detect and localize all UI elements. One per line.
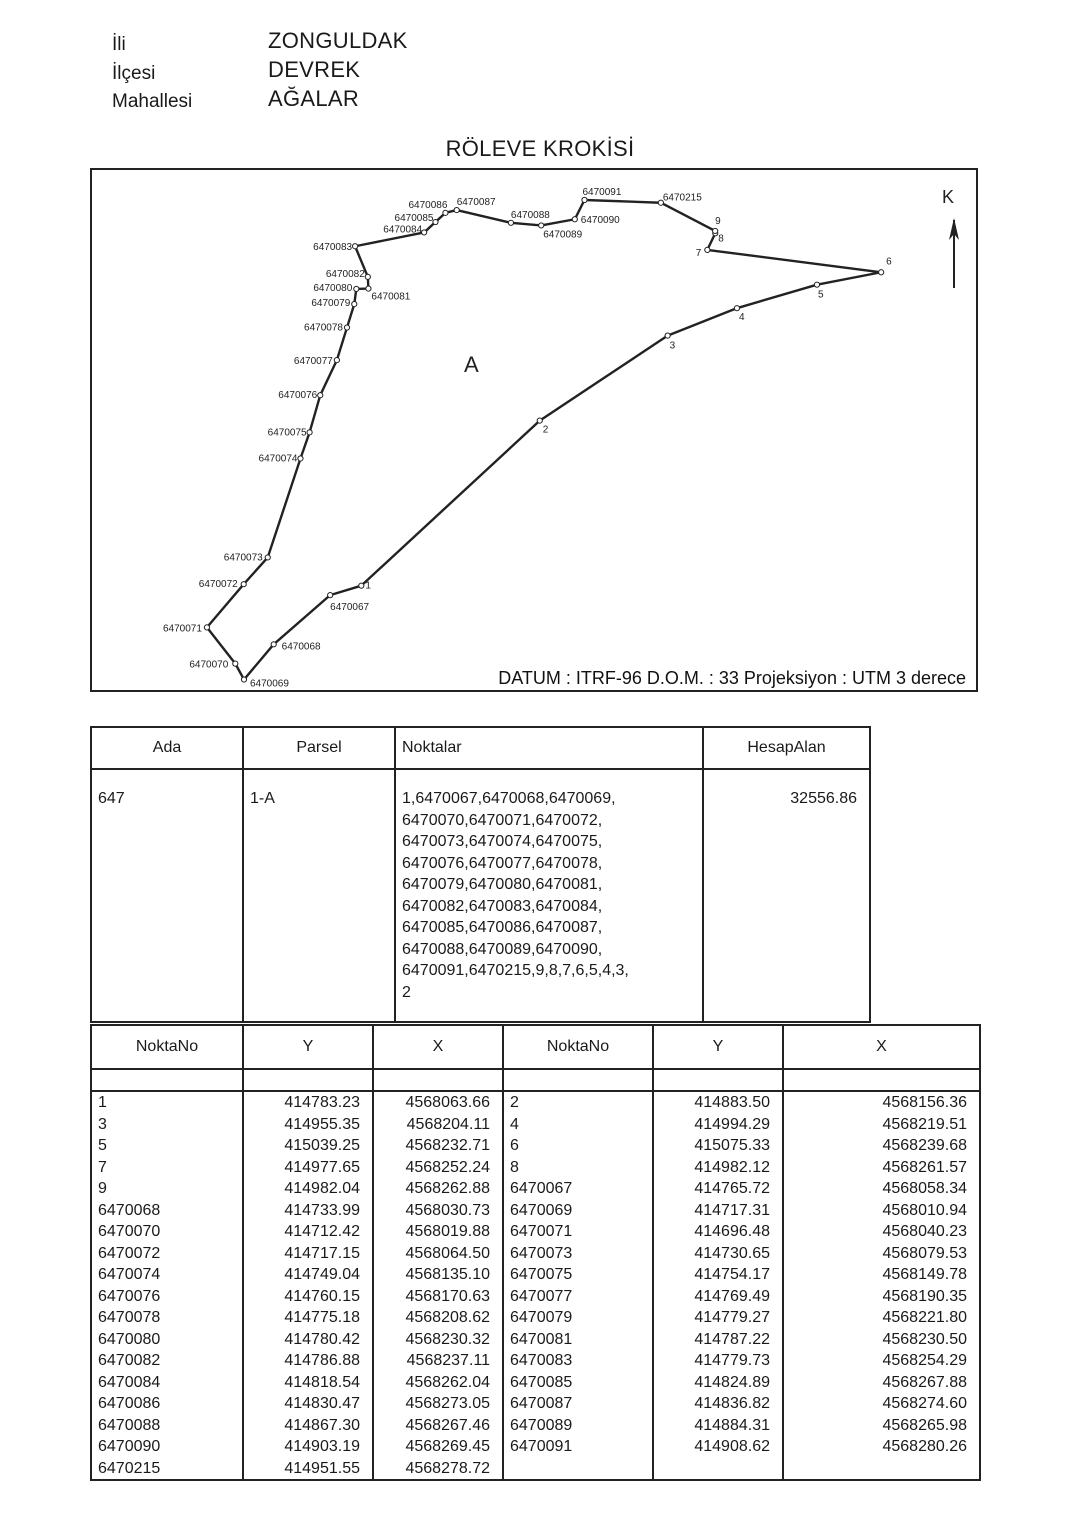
coord-y: 414730.65 — [653, 1243, 783, 1265]
col-hesapalan: HesapAlan — [703, 727, 870, 769]
survey-point-marker — [298, 456, 303, 461]
coordinate-table-header — [91, 1025, 980, 1069]
col-y-1: Y — [243, 1025, 373, 1069]
coord-y: 414754.17 — [653, 1264, 783, 1286]
coord-y: 414779.73 — [653, 1350, 783, 1372]
coord-y: 414769.49 — [653, 1286, 783, 1308]
survey-points — [163, 187, 892, 690]
survey-point-label: 6470071 — [162, 623, 202, 635]
parcel-row — [91, 769, 870, 1022]
survey-point-label: 6470068 — [281, 641, 321, 653]
survey-point-label: 5 — [817, 289, 824, 301]
coord-x: 4568262.88 — [373, 1178, 503, 1200]
parcel-table — [90, 726, 871, 1023]
coord-x: 4568204.11 — [373, 1114, 503, 1136]
survey-point-label: 6470070 — [189, 659, 229, 671]
survey-point-label: 6470084 — [383, 224, 423, 236]
coord-y: 414830.47 — [243, 1393, 373, 1415]
coord-x: 4568262.04 — [373, 1372, 503, 1394]
table-row — [91, 1114, 980, 1136]
survey-point-label: 7 — [695, 247, 702, 259]
nokta-no: 4 — [503, 1114, 653, 1136]
coord-x: 4568170.63 — [373, 1286, 503, 1308]
survey-point-marker — [307, 430, 312, 435]
nokta-no: 6470079 — [503, 1307, 653, 1329]
noktalar-line: 6470079,6470080,6470081, — [402, 876, 603, 893]
table-row — [91, 1200, 980, 1222]
ada-value: 647 — [91, 769, 243, 1022]
survey-point-marker — [241, 582, 246, 587]
table-row — [91, 1393, 980, 1415]
noktalar-line: 6470073,6470074,6470075, — [402, 833, 603, 850]
coord-y: 414994.29 — [653, 1114, 783, 1136]
noktalar-value — [395, 769, 703, 1022]
survey-point-label: 6470086 — [408, 199, 448, 211]
coord-y: 414982.04 — [243, 1178, 373, 1200]
nokta-no: 6470083 — [503, 1350, 653, 1372]
survey-point-label: 6470081 — [371, 291, 411, 303]
coord-x: 4568030.73 — [373, 1200, 503, 1222]
noktalar-line: 6470091,6470215,9,8,7,6,5,4,3, — [402, 962, 629, 979]
coord-y: 414977.65 — [243, 1157, 373, 1179]
survey-point-label: 6 — [886, 256, 892, 268]
survey-point-label: 6470085 — [394, 213, 434, 225]
nokta-no: 6470072 — [91, 1243, 243, 1265]
coord-x: 4568274.60 — [783, 1393, 980, 1415]
table-row — [91, 1415, 980, 1437]
nokta-no: 7 — [91, 1157, 243, 1179]
survey-point-marker — [334, 357, 339, 362]
nokta-no: 6470075 — [503, 1264, 653, 1286]
nokta-no: 6470090 — [91, 1436, 243, 1458]
parcel-label: A — [464, 352, 479, 377]
coord-x: 4568230.32 — [373, 1329, 503, 1351]
parcel-table-header — [91, 727, 870, 769]
coord-x: 4568010.94 — [783, 1200, 980, 1222]
coord-y: 414775.18 — [243, 1307, 373, 1329]
nokta-no: 1 — [91, 1091, 243, 1114]
table-row — [91, 1135, 980, 1157]
il-value: ZONGULDAK — [268, 28, 408, 53]
nokta-no: 6470082 — [91, 1350, 243, 1372]
col-noktano-2: NoktaNo — [503, 1025, 653, 1069]
nokta-no: 6470081 — [503, 1329, 653, 1351]
coord-x: 4568064.50 — [373, 1243, 503, 1265]
coord-y — [653, 1458, 783, 1481]
nokta-no: 6470071 — [503, 1221, 653, 1243]
noktalar-line: 6470088,6470089,6470090, — [402, 940, 603, 958]
table-row — [91, 1372, 980, 1394]
survey-point-marker — [328, 593, 333, 598]
coord-y: 414818.54 — [243, 1372, 373, 1394]
survey-point-marker — [443, 210, 448, 215]
nokta-no: 2 — [503, 1091, 653, 1114]
table-row — [91, 1436, 980, 1458]
nokta-no: 6470087 — [503, 1393, 653, 1415]
table-row — [91, 1157, 980, 1179]
survey-point-label: 6470069 — [250, 678, 289, 690]
coord-y: 414824.89 — [653, 1372, 783, 1394]
survey-sketch — [90, 168, 978, 692]
coord-y: 414786.88 — [243, 1350, 373, 1372]
survey-point-marker — [879, 270, 884, 275]
coord-x: 4568237.11 — [373, 1350, 503, 1372]
survey-point-marker — [582, 197, 587, 202]
hesapalan-value: 32556.86 — [703, 769, 870, 1022]
table-row — [91, 1329, 980, 1351]
nokta-no: 6470074 — [91, 1264, 243, 1286]
nokta-no: 6470085 — [503, 1372, 653, 1394]
coord-x: 4568219.51 — [783, 1114, 980, 1136]
survey-point-marker — [508, 220, 513, 225]
survey-point-marker — [572, 217, 577, 222]
nokta-no: 6470089 — [503, 1415, 653, 1437]
coord-y: 414955.35 — [243, 1114, 373, 1136]
survey-point-marker — [422, 230, 427, 235]
noktalar-line: 2 — [402, 983, 411, 1001]
coord-x: 4568261.57 — [783, 1157, 980, 1179]
nokta-no: 6470091 — [503, 1436, 653, 1458]
coord-y: 414717.31 — [653, 1200, 783, 1222]
survey-point-marker — [734, 306, 739, 311]
survey-point-marker — [365, 274, 370, 279]
north-arrow-icon — [949, 218, 959, 288]
nokta-no: 6470067 — [503, 1178, 653, 1200]
coord-y: 414765.72 — [653, 1178, 783, 1200]
survey-point-label: 6470215 — [662, 192, 702, 204]
nokta-no: 6470080 — [91, 1329, 243, 1351]
nokta-no: 6470076 — [91, 1286, 243, 1308]
coord-y: 414883.50 — [653, 1091, 783, 1114]
coord-x: 4568273.05 — [373, 1393, 503, 1415]
nokta-no: 6470073 — [503, 1243, 653, 1265]
table-spacer — [91, 1069, 980, 1091]
nokta-no: 9 — [91, 1178, 243, 1200]
coord-x: 4568221.80 — [783, 1307, 980, 1329]
coord-x: 4568267.46 — [373, 1415, 503, 1437]
survey-point-marker — [366, 286, 371, 291]
survey-point-marker — [537, 418, 542, 423]
coord-x: 4568190.35 — [783, 1286, 980, 1308]
il-label: İli — [112, 34, 126, 55]
nokta-no: 6470069 — [503, 1200, 653, 1222]
nokta-no: 6470084 — [91, 1372, 243, 1394]
coordinate-table — [90, 1024, 981, 1481]
table-row — [91, 1286, 980, 1308]
nokta-no: 6470068 — [91, 1200, 243, 1222]
col-x-2: X — [783, 1025, 980, 1069]
survey-point-marker — [665, 333, 670, 338]
coord-x: 4568135.10 — [373, 1264, 503, 1286]
survey-point-label: 6470091 — [582, 187, 622, 198]
table-row — [91, 1307, 980, 1329]
noktalar-line: 1,6470067,6470068,6470069, — [402, 790, 616, 807]
survey-point-label: 6470074 — [258, 453, 298, 465]
nokta-no: 6470077 — [503, 1286, 653, 1308]
survey-point-marker — [318, 393, 323, 398]
table-row — [91, 1243, 980, 1265]
noktalar-line: 6470085,6470086,6470087, — [402, 919, 603, 936]
datum-text: DATUM : ITRF-96 D.O.M. : 33 Projeksiyon : UTM 3 derece — [498, 668, 966, 688]
coord-x: 4568149.78 — [783, 1264, 980, 1286]
coord-y: 415075.33 — [653, 1135, 783, 1157]
survey-point-label: 6470073 — [223, 552, 263, 564]
survey-point-marker — [454, 207, 459, 212]
coord-y: 414982.12 — [653, 1157, 783, 1179]
coord-y: 414760.15 — [243, 1286, 373, 1308]
coord-x: 4568058.34 — [783, 1178, 980, 1200]
survey-point-label: 6470087 — [456, 197, 496, 209]
col-parsel: Parsel — [243, 727, 395, 769]
survey-point-label: 6470078 — [304, 322, 343, 334]
survey-point-marker — [354, 286, 359, 291]
coord-y: 414780.42 — [243, 1329, 373, 1351]
survey-point-label: 9 — [715, 215, 721, 227]
survey-point-marker — [241, 677, 246, 682]
survey-point-label: 2 — [542, 424, 549, 436]
survey-point-label: 6470090 — [580, 215, 620, 227]
nokta-no: 8 — [503, 1157, 653, 1179]
nokta-no: 6470088 — [91, 1415, 243, 1437]
survey-point-label: 6470080 — [313, 282, 353, 294]
nokta-no: 6470070 — [91, 1221, 243, 1243]
ilce-label: İlçesi — [112, 63, 156, 84]
survey-point-marker — [433, 219, 438, 224]
coord-x: 4568040.23 — [783, 1221, 980, 1243]
coord-x: 4568265.98 — [783, 1415, 980, 1437]
ilce-value: DEVREK — [268, 57, 361, 82]
coord-y: 414787.22 — [653, 1329, 783, 1351]
nokta-no — [503, 1458, 653, 1481]
coord-y: 414696.48 — [653, 1221, 783, 1243]
coord-y: 414783.23 — [243, 1091, 373, 1114]
survey-point-marker — [539, 223, 544, 228]
parcel-boundary — [207, 200, 881, 680]
coord-x: 4568019.88 — [373, 1221, 503, 1243]
survey-point-marker — [352, 244, 357, 249]
coord-y: 414908.62 — [653, 1436, 783, 1458]
coord-x: 4568230.50 — [783, 1329, 980, 1351]
coord-x: 4568269.45 — [373, 1436, 503, 1458]
nokta-no: 6470086 — [91, 1393, 243, 1415]
coord-y: 414884.31 — [653, 1415, 783, 1437]
survey-point-label: 4 — [738, 312, 745, 324]
boundary-line — [207, 200, 881, 680]
mahalle-value: AĞALAR — [268, 86, 360, 111]
survey-point-label: 6470076 — [278, 390, 318, 402]
survey-point-label: 6470072 — [198, 579, 238, 591]
survey-point-label: 6470077 — [293, 356, 333, 368]
parsel-value: 1-A — [243, 769, 395, 1022]
col-x-1: X — [373, 1025, 503, 1069]
coord-x: 4568208.62 — [373, 1307, 503, 1329]
survey-point-label: 6470088 — [510, 209, 550, 221]
coord-x — [783, 1458, 980, 1481]
col-ada: Ada — [91, 727, 243, 769]
coordinate-rows — [91, 1091, 980, 1480]
coord-y: 414717.15 — [243, 1243, 373, 1265]
survey-point-marker — [265, 555, 270, 560]
coord-y: 414903.19 — [243, 1436, 373, 1458]
page-title: RÖLEVE KROKİSİ — [445, 136, 635, 161]
survey-point-label: 8 — [718, 233, 724, 245]
survey-point-marker — [204, 625, 209, 630]
survey-point-marker — [713, 228, 718, 233]
mahalle-label: Mahallesi — [112, 91, 193, 112]
survey-point-label: 6470079 — [311, 298, 351, 310]
coord-y: 414836.82 — [653, 1393, 783, 1415]
survey-point-marker — [233, 661, 238, 666]
nokta-no: 6470078 — [91, 1307, 243, 1329]
table-row — [91, 1458, 980, 1481]
coord-y: 414749.04 — [243, 1264, 373, 1286]
survey-point-label: 3 — [669, 340, 676, 352]
coord-x: 4568280.26 — [783, 1436, 980, 1458]
coord-y: 414951.55 — [243, 1458, 373, 1481]
col-noktano-1: NoktaNo — [91, 1025, 243, 1069]
table-row — [91, 1178, 980, 1200]
coord-x: 4568239.68 — [783, 1135, 980, 1157]
survey-point-label: 6470067 — [330, 602, 370, 614]
coord-x: 4568156.36 — [783, 1091, 980, 1114]
nokta-no: 3 — [91, 1114, 243, 1136]
coord-x: 4568278.72 — [373, 1458, 503, 1481]
survey-point-label: 6470083 — [313, 242, 353, 254]
coord-y: 414867.30 — [243, 1415, 373, 1437]
survey-point-marker — [344, 325, 349, 330]
survey-point-label: 6470089 — [543, 229, 583, 241]
coord-x: 4568267.88 — [783, 1372, 980, 1394]
survey-point-marker — [271, 642, 276, 647]
nokta-no: 6 — [503, 1135, 653, 1157]
survey-point-label: 6470082 — [325, 268, 365, 280]
coord-y: 415039.25 — [243, 1135, 373, 1157]
table-row — [91, 1221, 980, 1243]
survey-point-marker — [352, 301, 357, 306]
coord-x: 4568232.71 — [373, 1135, 503, 1157]
sketch-canvas — [92, 170, 976, 690]
noktalar-line: 6470076,6470077,6470078, — [402, 854, 603, 872]
survey-point-marker — [814, 282, 819, 287]
nokta-no: 6470215 — [91, 1458, 243, 1481]
survey-point-label: 1 — [365, 580, 371, 592]
survey-point-marker — [359, 583, 364, 588]
survey-point-marker — [705, 247, 710, 252]
nokta-no: 5 — [91, 1135, 243, 1157]
coord-y: 414779.27 — [653, 1307, 783, 1329]
table-row — [91, 1091, 980, 1114]
north-label: K — [941, 187, 955, 207]
coord-x: 4568063.66 — [373, 1091, 503, 1114]
coord-x: 4568254.29 — [783, 1350, 980, 1372]
col-y-2: Y — [653, 1025, 783, 1069]
coord-y: 414712.42 — [243, 1221, 373, 1243]
col-noktalar: Noktalar — [395, 727, 703, 769]
coord-y: 414733.99 — [243, 1200, 373, 1222]
table-row — [91, 1350, 980, 1372]
survey-point-label: 6470075 — [267, 427, 307, 439]
noktalar-line: 6470082,6470083,6470084, — [402, 897, 603, 915]
table-row — [91, 1264, 980, 1286]
coord-x: 4568252.24 — [373, 1157, 503, 1179]
coord-x: 4568079.53 — [783, 1243, 980, 1265]
noktalar-line: 6470070,6470071,6470072, — [402, 811, 603, 829]
